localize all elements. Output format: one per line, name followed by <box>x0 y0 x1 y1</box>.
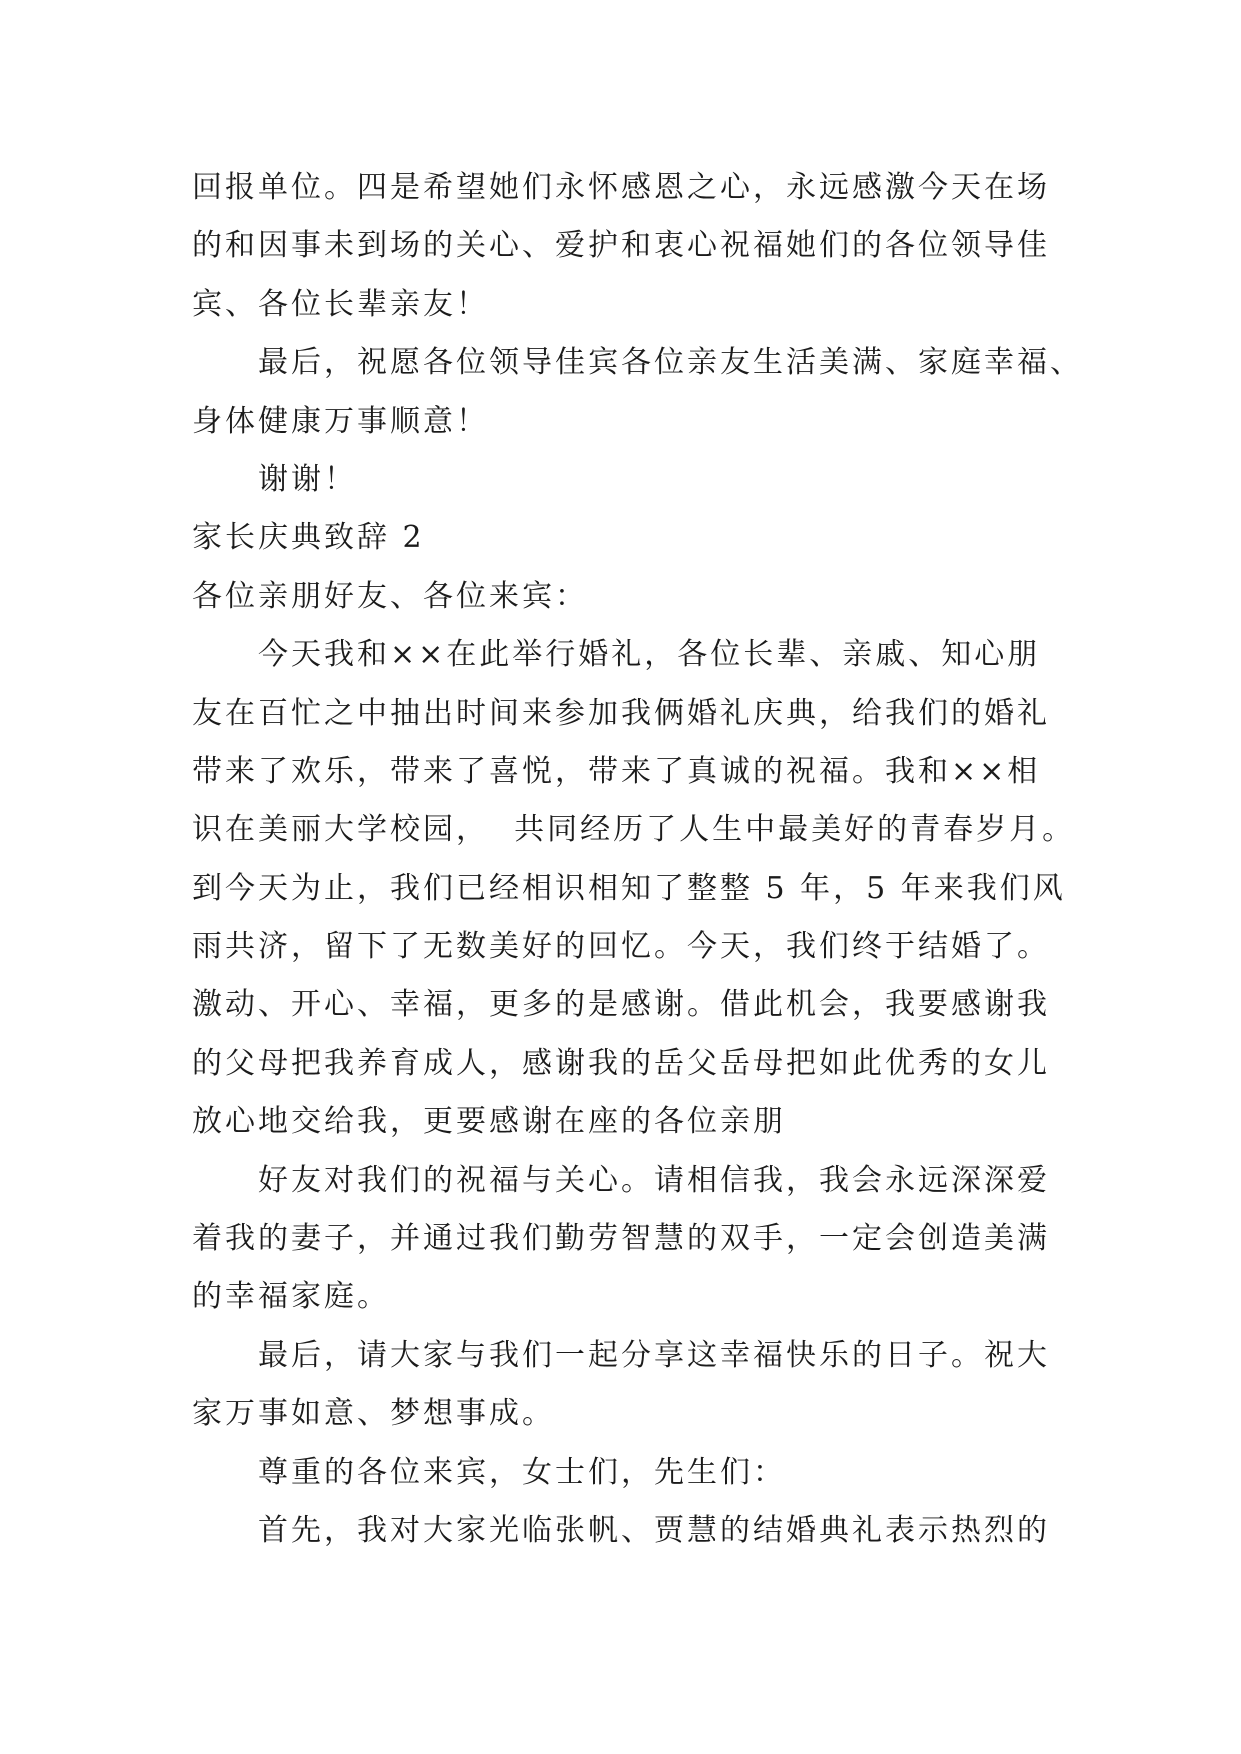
salutation: 各位亲朋好友、各位来宾： <box>192 578 588 614</box>
text-line: 最后，祝愿各位领导佳宾各位亲友生活美满、家庭幸福、 <box>258 345 1083 381</box>
text-line: 尊重的各位来宾，女士们，先生们： <box>258 1454 786 1490</box>
document-body <box>192 159 1112 1560</box>
text-line: 身体健康万事顺意！ <box>192 403 489 439</box>
text-line: 的和因事未到场的关心、爱护和衷心祝福她们的各位领导佳 <box>192 228 1050 264</box>
text-line: 的幸福家庭。 <box>192 1279 390 1315</box>
text-line: 好友对我们的祝福与关心。请相信我，我会永远深深爱 <box>258 1162 1050 1198</box>
paragraph <box>192 1444 1112 1502</box>
text-line: 带来了欢乐，带来了喜悦，带来了真诚的祝福。我和××相 <box>192 753 1041 789</box>
paragraph <box>192 1327 1112 1444</box>
text-line: 的父母把我养育成人，感谢我的岳父岳母把如此优秀的女儿 <box>192 1045 1050 1081</box>
text-line: 家万事如意、梦想事成。 <box>192 1396 555 1432</box>
paragraph <box>192 1502 1112 1560</box>
text-line: 首先，我对大家光临张帆、贾慧的结婚典礼表示热烈的 <box>258 1512 1050 1548</box>
text-line: 今天我和××在此举行婚礼，各位长辈、亲戚、知心朋 <box>258 637 1041 673</box>
text-line: 激动、开心、幸福，更多的是感谢。借此机会，我要感谢我 <box>192 987 1050 1023</box>
text-line: 到今天为止，我们已经相识相知了整整 5 年，5 年来我们风 <box>192 870 1066 906</box>
paragraph <box>192 159 1112 334</box>
text-line: 放心地交给我，更要感谢在座的各位亲朋 <box>192 1104 786 1140</box>
text-line: 宾、各位长辈亲友！ <box>192 286 489 322</box>
text-line: 识在美丽大学校园， 共同经历了人生中最美好的青春岁月。 <box>192 812 1076 848</box>
text-line: 雨共济，留下了无数美好的回忆。今天，我们终于结婚了。 <box>192 929 1050 965</box>
closing-thanks: 谢谢！ <box>258 461 357 497</box>
text-line: 着我的妻子，并通过我们勤劳智慧的双手，一定会创造美满 <box>192 1221 1050 1257</box>
paragraph <box>192 626 1112 1152</box>
paragraph <box>192 1152 1112 1327</box>
text-line: 回报单位。四是希望她们永怀感恩之心，永远感激今天在场 <box>192 170 1050 205</box>
paragraph <box>192 334 1112 451</box>
text-line: 友在百忙之中抽出时间来参加我俩婚礼庆典，给我们的婚礼 <box>192 695 1050 731</box>
text-line: 最后，请大家与我们一起分享这幸福快乐的日子。祝大 <box>258 1337 1050 1373</box>
paragraph <box>192 451 1112 509</box>
section-title: 家长庆典致辞 2 <box>192 520 425 556</box>
